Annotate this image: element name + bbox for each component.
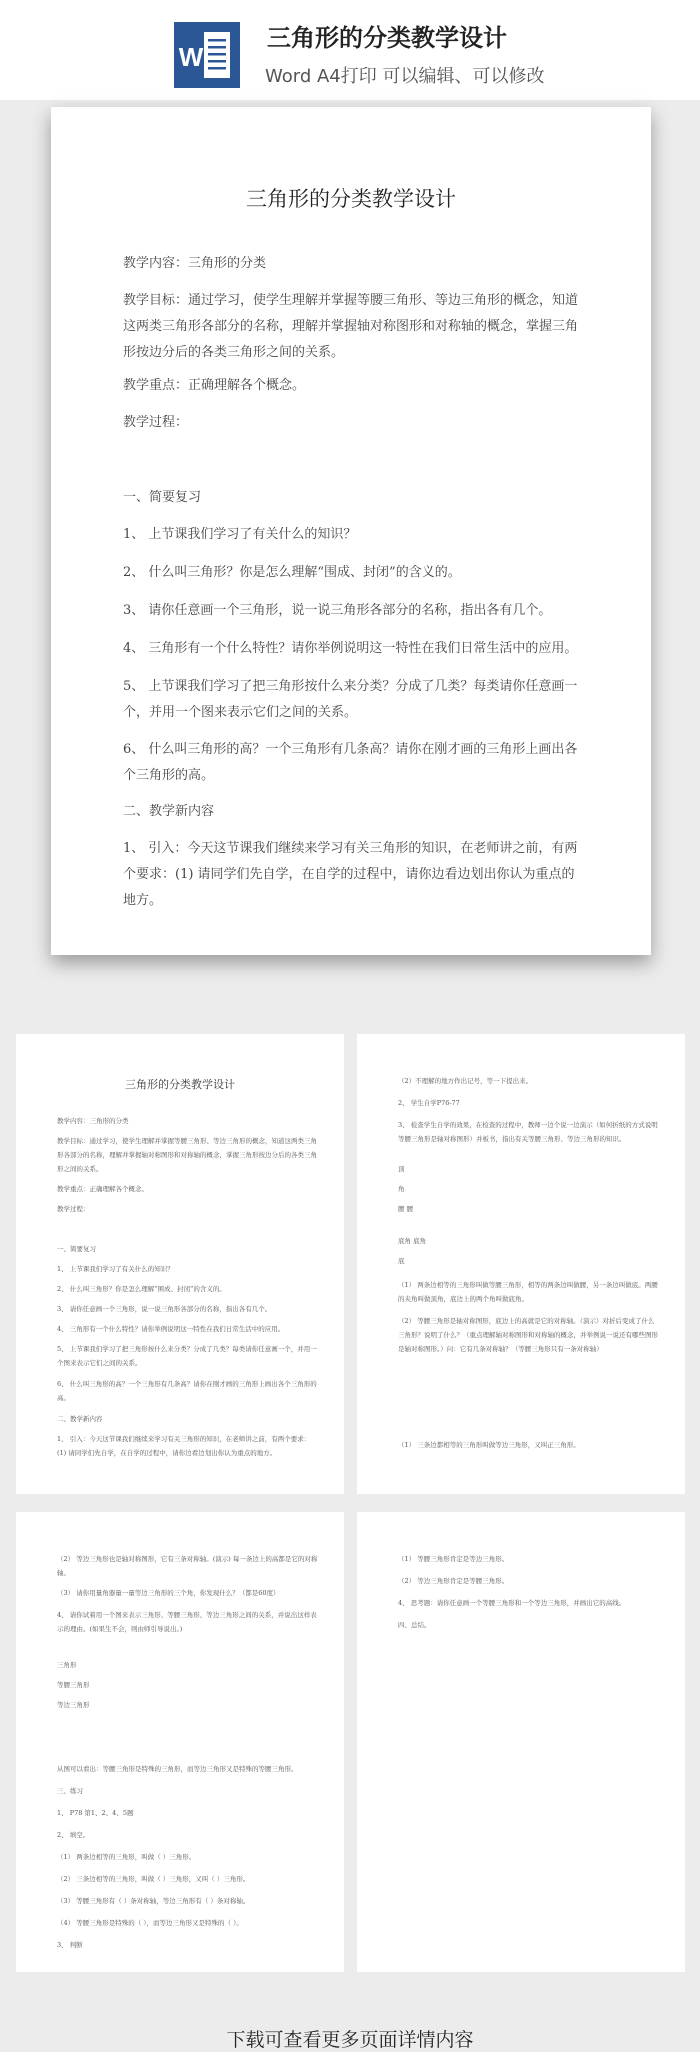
thumbnail-line: 4、 请你试着用一个图来表示三角形、等腰三角形、等边三角形之间的关系，并说出这样表示的理由。(如果生不会，则由师引导说出。) <box>57 1611 317 1633</box>
thumbnail-line: 三角形 <box>57 1661 77 1669</box>
paragraph: 2、 什么叫三角形？你是怎么理解“围成、封闭”的含义的。 <box>123 565 461 580</box>
thumbnail-line: （3） 请你用量角器量一量等边三角形的三个角，你发现什么？（都是60度） <box>57 1589 280 1597</box>
section-heading: 二、教学新内容 <box>123 804 215 819</box>
thumbnail-line: （2） 三条边相等的三角形，叫做（ ）三角形，又叫（ ）三角形。 <box>57 1875 250 1883</box>
thumbnail-line: （1） 等腰三角形肯定是等边三角形。 <box>398 1555 509 1563</box>
thumbnail-line: 3、 判断 <box>57 1941 83 1949</box>
thumbnail-line: 顶 <box>398 1165 405 1173</box>
thumbnail-line: 4、 思考题：请你任意画一个等腰三角形和一个等边三角形，并画出它的高线。 <box>398 1599 626 1607</box>
thumbnail-line: （1） 三条边都相等的三角形叫做等边三角形，又叫正三角形。 <box>398 1441 580 1449</box>
paragraph: 6、 什么叫三角形的高？一个三角形有几条高？请你在刚才画的三角形上画出各个三角形的高。 <box>123 742 578 783</box>
document-title: 三角形的分类教学设计 <box>246 187 456 211</box>
teaching-focus: 教学重点：正确理解各个概念。 <box>123 378 306 393</box>
word-document-icon <box>174 22 240 88</box>
paragraph: 5、 上节课我们学习了把三角形按什么来分类？分成了几类？每类请你任意画一个，并用一个图来表示它们之间的关系。 <box>123 679 578 720</box>
thumbnail-line: 角 <box>398 1185 405 1193</box>
thumbnail-line: 6、 什么叫三角形的高？一个三角形有几条高？请你在刚才画的三角形上画出各个三角形的高。 <box>57 1380 317 1402</box>
thumbnail-line: 等腰三角形 <box>57 1681 90 1689</box>
thumbnail-line: 3、 检查学生自学的效果，在检查的过程中，教师一边个说一边演示（如何折纸的方式说明等腰三角形是轴对称图形）并板书，指出有关等腰三角形、等边三角形的知识。 <box>398 1121 658 1143</box>
thumbnail-line: （4） 等腰三角形是特殊的（ ），而等边三角形又是特殊的（ ）。 <box>57 1919 243 1927</box>
thumbnail-line: 从图可以看出：等腰三角形是特殊的三角形，而等边三角形又是特殊的等腰三角形。 <box>57 1765 298 1773</box>
thumbnail-line: （2） 等边三角形肯定是等腰三角形。 <box>398 1577 509 1585</box>
download-more-link[interactable]: 下载可查看更多页面详情内容 <box>226 2029 474 2051</box>
thumbnail-line: 三、练习 <box>57 1787 83 1795</box>
thumbnail-title: 三角形的分类教学设计 <box>125 1078 235 1091</box>
thumbnail-line: 等边三角形 <box>57 1701 90 1709</box>
page-thumbnail-1[interactable] <box>16 1034 344 1494</box>
thumbnail-line: （1） 两条边相等的三角形叫做等腰三角形，相等的两条边叫做腰，另一条边叫做底。两腰的夹角叫做顶角，底边上的两个角叫做底角。 <box>398 1281 658 1303</box>
section-heading: 一、简要复习 <box>123 490 202 505</box>
page-thumbnail-4[interactable] <box>357 1512 685 1972</box>
thumbnail-line: 腰 腰 <box>398 1205 414 1213</box>
thumbnail-line: （3） 等腰三角形有（ ）条对称轴，等边三角形有（ ）条对称轴。 <box>57 1897 250 1905</box>
paragraph: 4、 三角形有一个什么特性？请你举例说明这一特性在我们日常生活中的应用。 <box>123 641 578 656</box>
thumbnail-line: 2、 什么叫三角形？你是怎么理解“围成、封闭”的含义的。 <box>57 1285 226 1293</box>
banner-title: 三角形的分类教学设计 <box>267 24 507 52</box>
paragraph: 3、 请你任意画一个三角形，说一说三角形各部分的名称，指出各有几个。 <box>123 603 552 618</box>
thumbnail-line: 5、 上节课我们学习了把三角形按什么来分类？分成了几类？每类请你任意画一个，并用一个图来表示它们之间的关系。 <box>57 1345 317 1367</box>
teaching-process: 教学过程： <box>123 415 189 430</box>
thumbnail-line: 教学过程： <box>57 1205 90 1213</box>
thumbnail-line: （2） 等腰三角形是轴对称图形，底边上的高就是它的对称轴。（演示）对折后变成了什么三角形？说明了什么？（重点理解轴对称图形和对称轴的概念，并举例说一说还有哪些图形是轴对称图形。）问：它有几条对称轴？（等腰三角形只有一条对称轴） <box>398 1317 658 1353</box>
thumbnail-line: 1、 P78 第1、2、4、5题 <box>57 1809 134 1817</box>
thumbnail-line: 教学重点：正确理解各个概念。 <box>57 1185 148 1193</box>
header-banner <box>0 0 700 100</box>
thumbnail-line: 1、 上节课我们学习了有关什么的知识？ <box>57 1265 174 1273</box>
thumbnail-line: （2）不理解的地方作出记号，等一下提出来。 <box>398 1077 533 1085</box>
thumbnail-line: 四、总结。 <box>398 1621 431 1629</box>
thumbnail-line: 教学目标：通过学习，使学生理解并掌握等腰三角形、等边三角形的概念，知道这两类三角形各部分的名称，理解并掌握轴对称图形和对称轴的概念，掌握三角形按边分后的各类三角形之间的关系。 <box>57 1137 317 1173</box>
thumbnail-line: 1、 引入：今天这节课我们继续来学习有关三角形的知识，在老师讲之前，有两个要求：(1) 请同学们先自学，在自学的过程中，请你边看边划出你认为重点的地方。 <box>57 1435 311 1457</box>
thumbnail-line: 2、 学生自学P76-77 <box>398 1099 460 1107</box>
thumbnail-line: 底角 底角 <box>398 1237 427 1245</box>
thumbnail-line: 2、 填空。 <box>57 1831 90 1839</box>
paragraph: 1、 上节课我们学习了有关什么的知识？ <box>123 527 357 542</box>
thumbnail-line: 教学内容：三角形的分类 <box>57 1117 129 1125</box>
teaching-goals: 教学目标：通过学习，使学生理解并掌握等腰三角形、等边三角形的概念，知道这两类三角形各部分的名称，理解并掌握轴对称图形和对称轴的概念，掌握三角形按边分后的各类三角形之间的关系。 <box>123 293 579 360</box>
thumbnail-line: 一、简要复习 <box>57 1245 96 1253</box>
thumbnail-line: 3、 请你任意画一个三角形，说一说三角形各部分的名称，指出各有几个。 <box>57 1305 272 1313</box>
thumbnail-line: （1） 两条边相等的三角形，叫做（ ）三角形。 <box>57 1853 196 1861</box>
document-page-preview <box>51 107 651 955</box>
thumbnail-line: 二、教学新内容 <box>57 1415 103 1423</box>
thumbnail-line: 底 <box>398 1257 405 1265</box>
paragraph: 1、 引入：今天这节课我们继续来学习有关三角形的知识，在老师讲之前，有两个要求：(1) 请同学们先自学，在自学的过程中，请你边看边划出你认为重点的地方。 <box>123 841 578 908</box>
page-thumbnail-2[interactable] <box>357 1034 685 1494</box>
word-icon-letter: W <box>178 42 204 72</box>
thumbnail-line: 4、 三角形有一个什么特性？请你举例说明这一特性在我们日常生活中的应用。 <box>57 1325 285 1333</box>
teaching-content: 教学内容：三角形的分类 <box>123 256 267 271</box>
thumbnail-line: （2） 等边三角形也是轴对称图形，它有三条对称轴。(演示) 每一条边上的高都是它的对称轴。 <box>57 1555 318 1577</box>
banner-subtitle: Word A4打印 可以编辑、可以修改 <box>265 66 545 87</box>
page-thumbnail-3[interactable] <box>16 1512 344 1972</box>
